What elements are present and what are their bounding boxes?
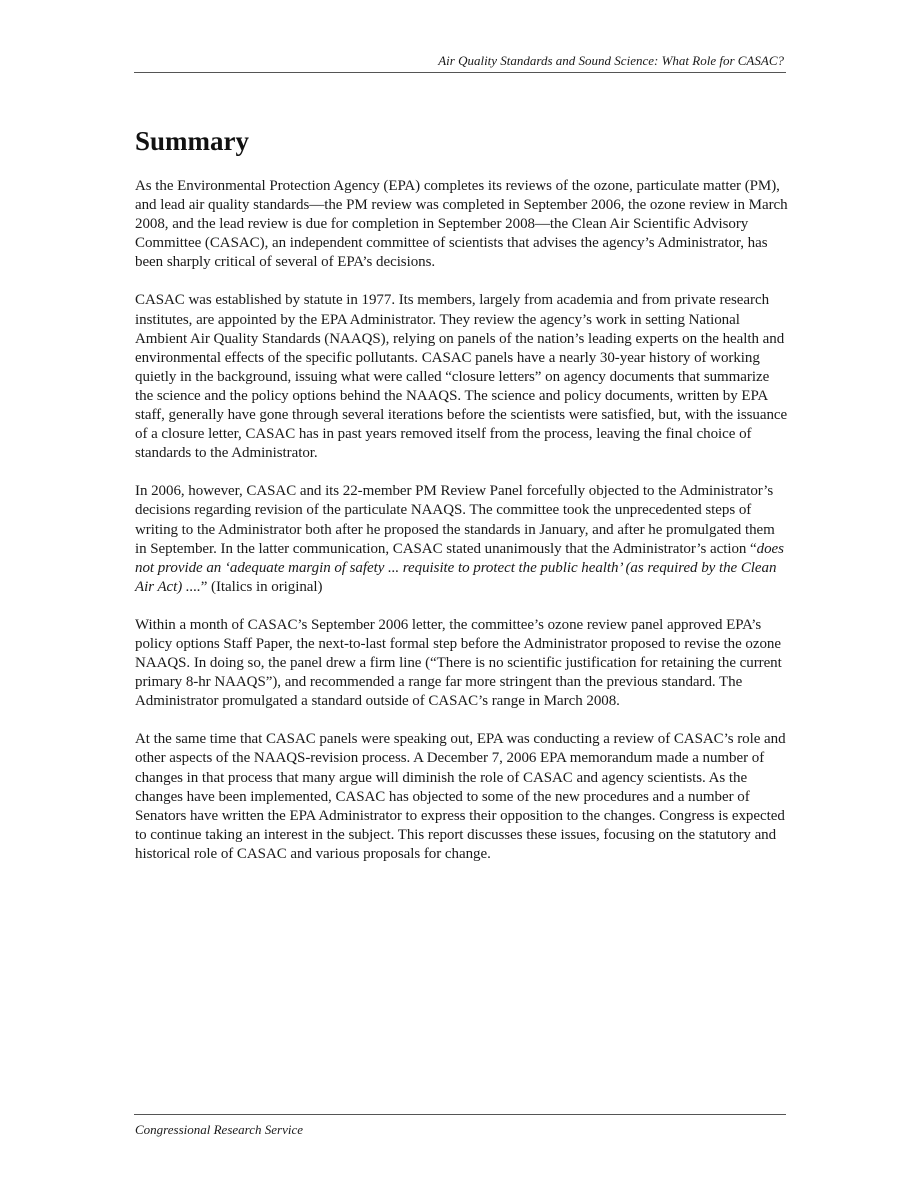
paragraph-3-text-end: ” (Italics in original)	[200, 578, 323, 595]
paragraph-5: At the same time that CASAC panels were speaking out, EPA was conducting a review of CASAC’s role and other aspects of the NAAQS-revision process. A December 7, 2006 EPA memorandum made a number of changes in that process that many argue will diminish the role of CASAC and agency scientists. As the changes have been implemented, CASAC has objected to some of the new procedures and a number of Senators have written the EPA Administrator to express their opposition to the changes. Congress is expected to continue taking an interest in the subject. This report discusses these issues, focusing on the statutory and historical role of CASAC and various proposals for change.	[135, 731, 786, 862]
running-header-title: Air Quality Standards and Sound Science: What Role for CASAC?	[438, 53, 784, 68]
paragraph-2: CASAC was established by statute in 1977. Its members, largely from academia and from private research institutes, are appointed by the EPA Administrator. They review the agency’s work in setting National Ambient Air Quality Standards (NAAQS), relying on panels of the nation’s leading experts on the health and environmental effects of the specific pollutants. CASAC panels have a nearly 30-year history of working quietly in the background, issuing what were called “closure letters” on agency documents that summarize the science and the policy options behind the NAAQS. The science and policy documents, written by EPA staff, generally have gone through several iterations before the scientists were satisfied, but, with the issuance of a closure letter, CASAC has in past years removed itself from the process, leaving the final choice of standards to the Administrator.	[135, 292, 788, 462]
paragraph-3-text-start: In 2006, however, CASAC and its 22-member PM Review Panel forcefully objected to the Administrator’s decisions regarding revision of the particulate NAAQS. The committee took the unprecedented steps of writing to the Administrator both after he proposed the standards in January, and after he promulgated them in September. In the latter communication, CASAC stated unanimously that the Administrator’s action “	[135, 483, 775, 557]
paragraph-4: Within a month of CASAC’s September 2006 letter, the committee’s ozone review panel approved EPA’s policy options Staff Paper, the next-to-last formal step before the Administrator proposed to revise the ozone NAAQS. In doing so, the panel drew a firm line (“There is no scientific justification for retaining the current primary 8-hr NAAQS”), and recommended a range far more stringent than the previous standard. The Administrator promulgated a standard outside of CASAC’s range in March 2008.	[135, 616, 782, 710]
paragraph-3-quotation: does not provide an ‘adequate margin of safety ... requisite to protect the public health’ (as required by the Clean Air Act) ....	[135, 540, 784, 595]
summary-body	[135, 177, 788, 883]
paragraph-3	[135, 482, 788, 597]
footer-publisher: Congressional Research Service	[135, 1122, 303, 1137]
paragraph-1: As the Environmental Protection Agency (EPA) completes its reviews of the ozone, particulate matter (PM), and lead air quality standards—the PM review was completed in September 2006, the ozone review in March 2008, and the lead review is due for completion in September 2008—the Clean Air Scientific Advisory Committee (CASAC), an independent committee of scientists that advises the agency’s Administrator, has been sharply critical of several of EPA’s decisions.	[135, 178, 788, 271]
page-footer	[134, 1114, 786, 1137]
section-heading: Summary	[135, 126, 249, 156]
page-header	[134, 50, 786, 73]
